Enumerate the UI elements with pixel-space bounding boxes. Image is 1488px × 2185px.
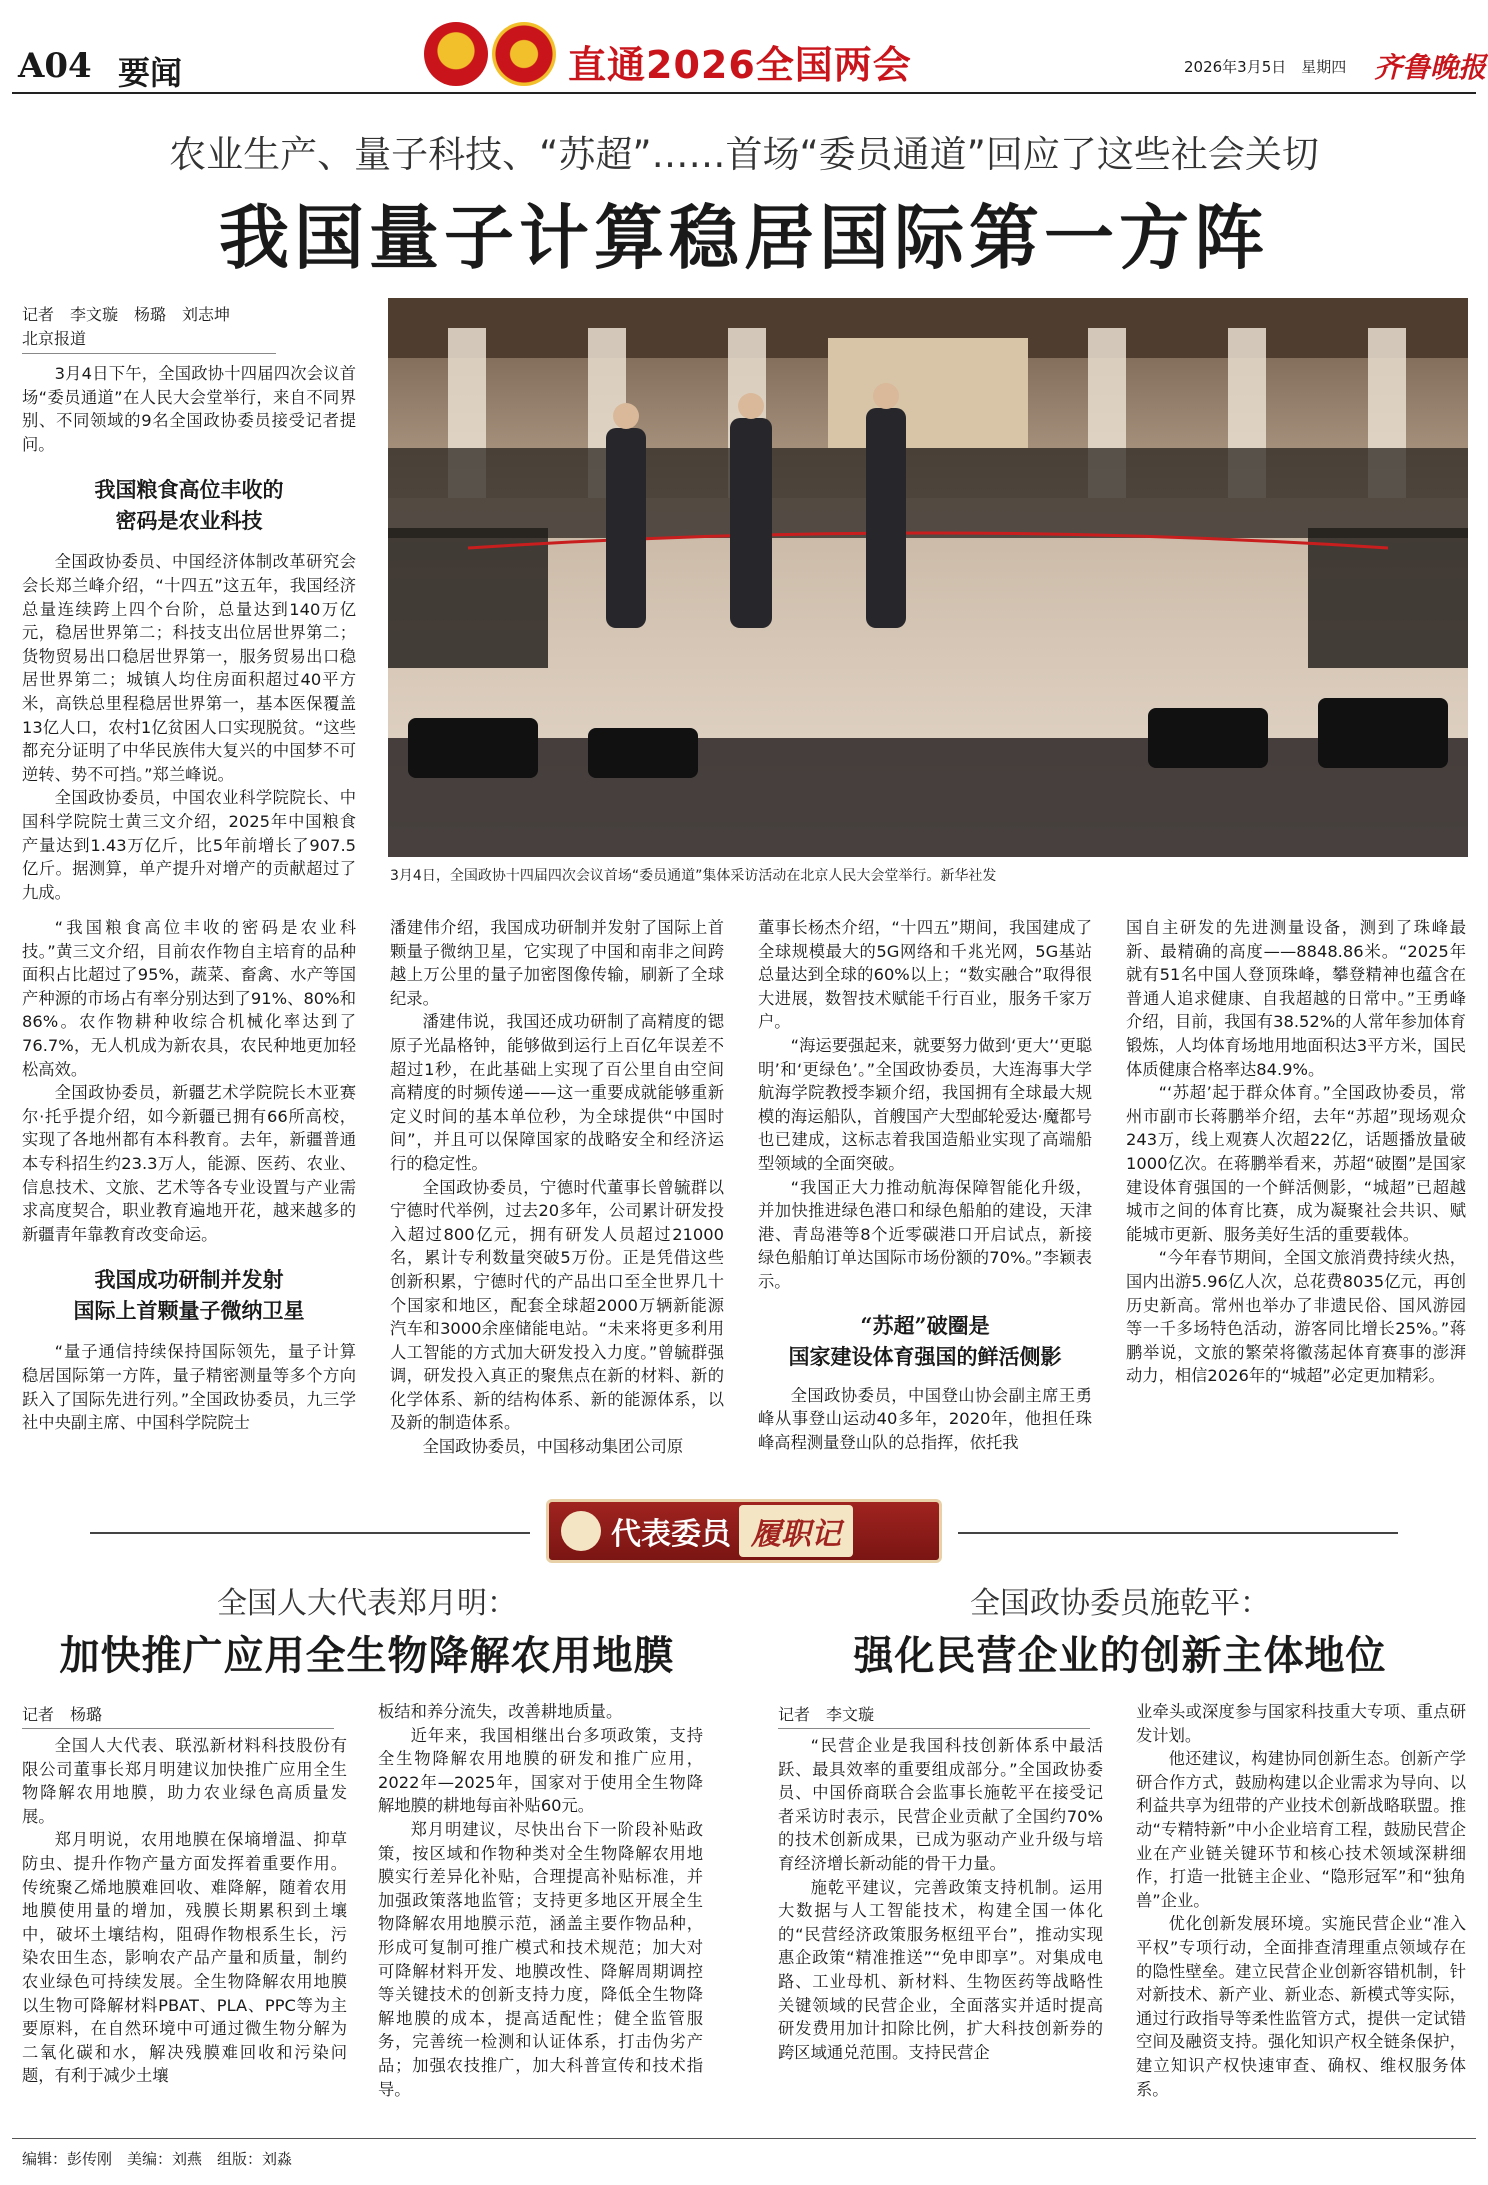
- paragraph: 国自主研发的先进测量设备，测到了珠峰最新、最精确的高度——8848.86米。“2025年就有51名中国人登顶珠峰，攀登精神也蕴含在普通人追求健康、自我超越的日常中。”王勇峰介绍，目前，我国有38.52%的人常年参加体育锻炼，人均体育场地用地面积达3平方米，国民体质健康合格率达84.9%。: [1126, 918, 1466, 1079]
- paragraph: 潘建伟说，我国还成功研制了高精度的锶原子光晶格钟，能够做到运行上百亿年误差不超过1秒，在此基础上实现了百公里自由空间高精度的时频传递——这一重要成就能够重新定义时间的基本单位秒，为全球提供“中国时间”，并且可以保障国家的战略安全和经济运行的稳定性。: [390, 1012, 724, 1173]
- paragraph: 全国政协委员，中国农业科学院院长、中国科学院院士黄三文介绍，2025年中国粮食产量达到1.43万亿斤，比5年前增长了907.5亿斤。据测算，单产提升对增产的贡献超过了九成。: [22, 788, 356, 902]
- paragraph: 郑月明建议，尽快出台下一阶段补贴政策，按区域和作物种类对全生物降解农用地膜实行差异化补贴，合理提高补贴标准，并加强政策落地监管；支持更多地区开展全生物降解农用地膜示范，涵盖主要作物品种，形成可复制可推广模式和技术规范；加大对可降解材料开发、地膜改性、降解周期调控等关键技术的创新支持力度，降低全生物降解地膜的成本，提高适配性；健全监管服务，完善统一检测和认证体系，打击伪劣产品；加强农技推广，加大科普宣传和技术指导。: [378, 1819, 703, 2099]
- footer-credits: 编辑：彭传刚 美编：刘燕 组版：刘淼: [22, 2150, 293, 2168]
- subhead-quantum: 我国成功研制并发射 国际上首颗量子微纳卫星: [73, 1267, 305, 1324]
- paragraph: “我国粮食高位丰收的密码是农业科技。”黄三文介绍，目前农作物自主培育的品种面积占比超过了95%，蔬菜、畜禽、水产等国产种源的市场占有率分别达到了91%、80%和86%。农作物耕种收综合机械化率达到了76.7%，无人机成为新农具，农民种地更加轻松高效。: [22, 918, 356, 1079]
- paragraph: 全国政协委员，中国移动集团公司原: [422, 1437, 684, 1457]
- story2-column-2: [378, 1700, 703, 2101]
- section-banner: 直通2026全国两会: [568, 43, 912, 87]
- newspaper-logo: 齐鲁晚报: [1374, 51, 1487, 84]
- paragraph: 潘建伟介绍，我国成功研制并发射了国际上首颗量子微纳卫星，它实现了中国和南非之间跨越上万公里的量子加密图像传输，刷新了全球纪录。: [390, 918, 724, 1008]
- story2-kicker: 全国人大代表郑月明：: [217, 1586, 517, 1621]
- badge-label-script: 履职记: [739, 1505, 853, 1557]
- article-column-2: [390, 916, 724, 1459]
- column-badge: [546, 1499, 942, 1563]
- story2-column-1: [22, 1734, 347, 2088]
- paragraph: 全国人大代表、联泓新材料科技股份有限公司董事长郑月明建议加快推广应用全生物降解农用地膜，助力农业绿色高质量发展。: [22, 1736, 347, 1826]
- footer-rule: [12, 2138, 1476, 2139]
- story3-column-1: [778, 1734, 1103, 2064]
- paragraph: “量子通信持续保持国际领先，量子计算稳居国际第一方阵，量子精密测量等多个方向跃入了国际先进行列。”全国政协委员，九三学社中央副主席、中国科学院院士: [22, 1342, 356, 1433]
- divider-rule: [958, 1532, 1398, 1534]
- national-emblem-icon: [424, 22, 488, 86]
- story3-byline: 记者 李文璇: [778, 1702, 1090, 1729]
- story2-byline: 记者 杨璐: [22, 1702, 334, 1729]
- story3-column-2: [1136, 1700, 1466, 2101]
- story-byline: 记者 李文璇 杨璐 刘志坤 北京报道: [22, 303, 276, 354]
- photo-caption: 3月4日，全国政协十四届四次会议首场“委员通道”集体采访活动在北京人民大会堂举行。新华社发: [390, 868, 997, 884]
- story2-headline: 加快推广应用全生物降解农用地膜: [59, 1632, 675, 1679]
- paragraph: “今年春节期间，全国文旅消费持续火热，国内出游5.96亿人次，总花费8035亿元，再创历史新高。常州也举办了非遗民俗、国风游园等一千多场特色活动，游客同比增长25%。”蒋鹏举说，文旅的繁荣将徽荡起体育赛事的澎湃动力，相信2026年的“城超”必定更加精彩。: [1126, 1248, 1466, 1386]
- paragraph: 优化创新发展环境。实施民营企业“准入平权”专项行动，全面排查清理重点领域存在的隐性壁垒。建立民营企业创新容错机制，针对新技术、新产业、新业态、新模式等实际，通过行政指导等柔性监管方式，提供一定试错空间及融资支持。强化知识产权全链条保护，建立知识产权快速审查、确权、维权服务体系。: [1136, 1914, 1466, 2099]
- paragraph: 郑月明说，农用地膜在保墒增温、抑草防虫、提升作物产量方面发挥着重要作用。传统聚乙烯地膜难回收、难降解，随着农用地膜使用量的增加，残膜长期累积到土壤中，破坏土壤结构，阻碍作物根系生长，污染农田生态，影响农产品产量和质量，制约农业绿色可持续发展。全生物降解农用地膜以生物可降解材料PBAT、PLA、PPC等为主要原料，在自然环境中可通过微生物分解为二氧化碳和水，解决残膜难回收和污染问题，有利于减少土壤: [22, 1830, 347, 2086]
- story-kicker: 农业生产、量子科技、“苏超”……首场“委员通道”回应了这些社会关切: [169, 133, 1319, 176]
- story3-kicker: 全国政协委员施乾平：: [970, 1586, 1270, 1621]
- story-headline: 我国量子计算稳居国际第一方阵: [219, 196, 1269, 279]
- section-name: 要闻: [118, 54, 183, 92]
- paragraph: “‘苏超’起于群众体育。”全国政协委员，常州市副市长蒋鹏举介绍，去年“苏超”现场观众243万，线上观赛人次超22亿，话题播放量破1000亿次。在蒋鹏举看来，苏超“破圈”是国家建设体育强国的一个鲜活侧影，“城超”已超越城市之间的体育比赛，成为凝聚社会共识、赋能城市更新、服务美好生活的重要载体。: [1126, 1083, 1466, 1244]
- paragraph: 业牵头或深度参与国家科技重大专项、重点研发计划。: [1136, 1702, 1466, 1745]
- lead-paragraph: 3月4日下午，全国政协十四届四次会议首场“委员通道”在人民大会堂举行，来自不同界别、不同领域的9名全国政协委员接受记者提问。: [22, 364, 356, 454]
- paragraph: 施乾平建议，完善政策支持机制。运用大数据与人工智能技术，构建全国一体化的“民营经济政策服务枢纽平台”，推动实现惠企政策“精准推送”“免申即享”。对集成电路、工业母机、新材料、生物医药等战略性关键领域的民营企业，全面落实并适时提高研发费用加计扣除比例，扩大科技创新券的跨区域通兑范围。支持民营企: [778, 1877, 1103, 2062]
- issue-date: 2026年3月5日 星期四: [1184, 58, 1347, 76]
- article-column-4: [1126, 916, 1466, 1388]
- lead-column: [22, 362, 356, 904]
- badge-label: 代表委员: [611, 1517, 731, 1552]
- paragraph: 全国政协委员，中国登山协会副主席王勇峰从事登山运动40多年，2020年，他担任珠峰高程测量登山队的总指挥，依托我: [758, 1385, 1092, 1452]
- paragraph: 近年来，我国相继出台多项政策，支持全生物降解农用地膜的研发和推广应用，2022年—2025年，国家对于使用全生物降解地膜的耕地每亩补贴60元。: [378, 1725, 703, 1816]
- paragraph: “民营企业是我国科技创新体系中最活跃、最具效率的重要组成部分。”全国政协委员、中国侨商联合会监事长施乾平在接受记者采访时表示，民营企业贡献了全国约70%的技术创新成果，已成为驱动产业升级与培育经济增长新动能的骨干力量。: [778, 1736, 1103, 1873]
- paragraph: 全国政协委员，宁德时代董事长曾毓群以宁德时代举例，过去20多年，公司累计研发投入超过800亿元，拥有研发人员超过21000名，累计专利数量突破5万份。正是凭借这些创新积累，宁德时代的产品出口至全世界几十个国家和地区，配套全球超2000万辆新能源汽车和3000余座储能电站。“未来将更多利用人工智能的方式加大研发投入力度。”曾毓群强调，研发投入真正的聚焦点在新的材料、新的化学体系、新的结构体系、新的能源体系，以及新的制造体系。: [390, 1177, 724, 1433]
- story3-headline: 强化民营企业的创新主体地位: [853, 1632, 1387, 1679]
- paragraph: 全国政协委员，新疆艺术学院院长木亚赛尔·托乎提介绍，如今新疆已拥有66所高校，实现了各地州都有本科教育。去年，新疆普通本专科招生约23.3万人，能源、医药、农业、信息技术、文旅、艺术等各专业设置与产业需求高度契合，职业教育遍地开花，越来越多的新疆青年靠教育改变命运。: [22, 1083, 356, 1244]
- header-rule: [12, 92, 1476, 94]
- paragraph: 板结和养分流失，改善耕地质量。: [378, 1702, 623, 1721]
- paragraph: 全国政协委员、中国经济体制改革研究会会长郑兰峰介绍，“十四五”这五年，我国经济总量连续跨上四个台阶，总量达到140万亿元，稳居世界第二；科技支出位居世界第二；货物贸易出口稳居世界第一，服务贸易出口稳居世界第二；城镇人均住房面积超过40平方米，高铁总里程稳居世界第一，基本医保覆盖13亿人口，农村1亿贫困人口实现脱贫。“这些都充分证明了中华民族伟大复兴的中国梦不可逆转、势不可挡。”郑兰峰说。: [22, 552, 356, 784]
- paragraph: “海运要强起来，就要努力做到‘更大’‘更聪明’和‘更绿色’。”全国政协委员，大连海事大学航海学院教授李颖介绍，我国拥有全球最大规模的海运船队，首艘国产大型邮轮爱达·魔都号也已建成，这标志着我国造船业实现了高端船型领域的全面突破。: [758, 1035, 1092, 1173]
- subhead-grain: 我国粮食高位丰收的 密码是农业科技: [94, 477, 284, 534]
- article-column-3: [758, 916, 1092, 1454]
- paragraph: 董事长杨杰介绍，“十四五”期间，我国建成了全球规模最大的5G网络和千兆光网，5G基站总量达到全球的60%以上；“数实融合”取得很大进展，数智技术赋能千行百业，服务千家万户。: [758, 918, 1092, 1032]
- paragraph: 他还建议，构建协同创新生态。创新产学研合作方式，鼓励构建以企业需求为导向、以利益共享为纽带的产业技术创新战略联盟。推动“专精特新”中小企业培育工程，鼓励民营企业在产业链关键环节和核心技术领域深耕细作，打造一批链主企业、“隐形冠军”和“独角兽”企业。: [1136, 1749, 1466, 1910]
- page-number: A04: [18, 46, 92, 86]
- subhead-suchao: “苏超”破圈是 国家建设体育强国的鲜活侧影: [788, 1312, 1062, 1369]
- article-column-1: [22, 916, 356, 1435]
- divider-rule: [90, 1532, 530, 1534]
- cppcc-emblem-icon: [492, 22, 556, 86]
- paragraph: “我国正大力推动航海保障智能化升级，并加快推进绿色港口和绿色船舶的建设，天津港、青岛港等8个近零碳港口开启试点，新接绿色船舶订单达国际市场份额的70%。”李颖表示。: [758, 1177, 1092, 1291]
- news-photo: [388, 298, 1468, 857]
- people-icon: [561, 1511, 601, 1551]
